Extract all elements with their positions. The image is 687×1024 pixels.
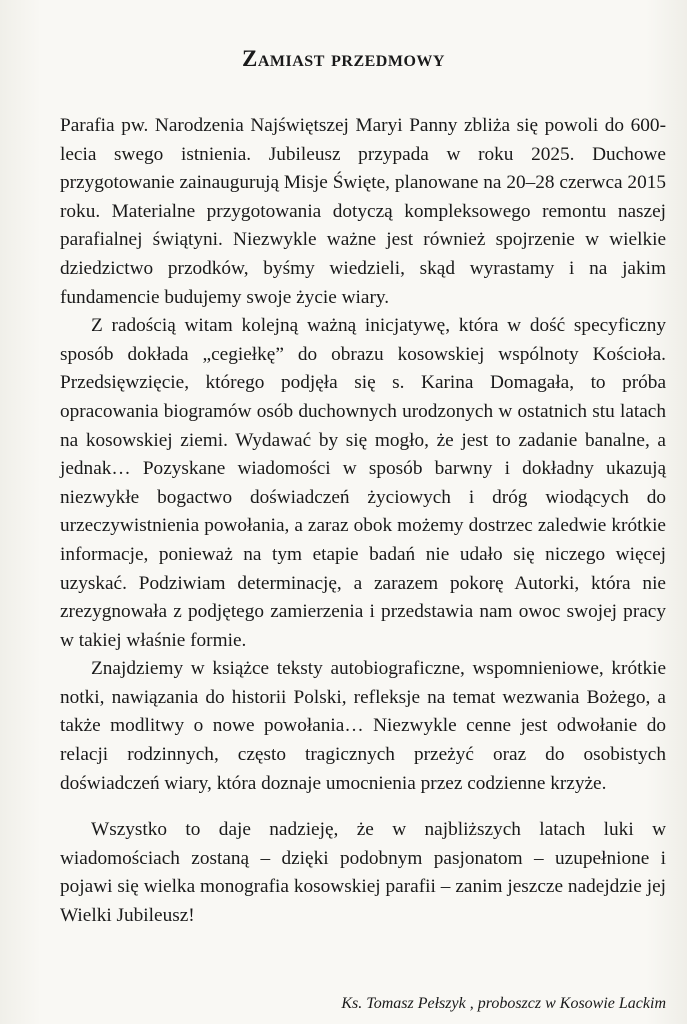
paragraph-3: Znajdziemy w książce teksty autobiograficzne, wspomnieniowe, krótkie notki, nawiązania do historii Polski, refleksje na temat wezwania Bożego, a także modlitwy o nowe powołania… Niezwykle cenne jest odwołanie do relacji rodzinnych, często tragicznych przeżyć oraz do osobistych doświadczeń wiary, która doznaje umocnienia przez codzienne krzyże. (60, 658, 666, 794)
page-title: Zamiast przedmowy (242, 46, 445, 71)
preface-text (60, 112, 666, 931)
signature: Ks. Tomasz Pełszyk , proboszcz w Kosowie Lackim (341, 995, 666, 1012)
paragraph-1: Parafia pw. Narodzenia Najświętszej Maryi Panny zbliża się powoli do 600-lecia swego istnienia. Jubileusz przypada w roku 2025. Duchowe przygotowanie zainaugurują Misje Święte, planowane na 20–28 czerwca 2015 roku. Materialne przygotowania dotyczą kompleksowego remontu naszej parafialnej świątyni. Niezwykle ważne jest również spojrzenie w wielkie dziedzictwo przodków, byśmy wiedzieli, skąd wyrastamy i na jakim fundamencie budujemy swoje życie wiary. (60, 115, 666, 308)
paragraph-2: Z radością witam kolejną ważną inicjatywę, która w dość specyficzny sposób dokłada „cegiełkę” do obrazu kosowskiej wspólnoty Kościoła. Przedsięwzięcie, którego podjęła się s. Karina Domagała, to próba opracowania biogramów osób duchownych urodzonych w ostatnich stu latach na kosowskiej ziemi. Wydawać by się mogło, że jest to zadanie banalne, a jednak… Pozyskane wiadomości w sposób barwny i dokładny ukazują niezwykłe bogactwo doświadczeń życiowych i dróg wiodących do urzeczywistnienia powołania, a zaraz obok możemy dostrzec zaledwie krótkie informacje, ponieważ na tym etapie badań nie udało się niczego więcej uzyskać. Podziwiam determinację, a zarazem pokorę Autorki, która nie zrezygnowała z podjętego zamierzenia i przedstawia nam owoc swojej pracy w takiej właśnie formie. (60, 315, 666, 651)
paragraph-4: Wszystko to daje nadzieję, że w najbliższych latach luki w wiadomościach zostaną – dzięki podobnym pasjonatom – uzupełnione i pojawi się wielka monografia kosowskiej parafii – zanim jeszcze nadejdzie jej Wielki Jubileusz! (60, 819, 666, 927)
